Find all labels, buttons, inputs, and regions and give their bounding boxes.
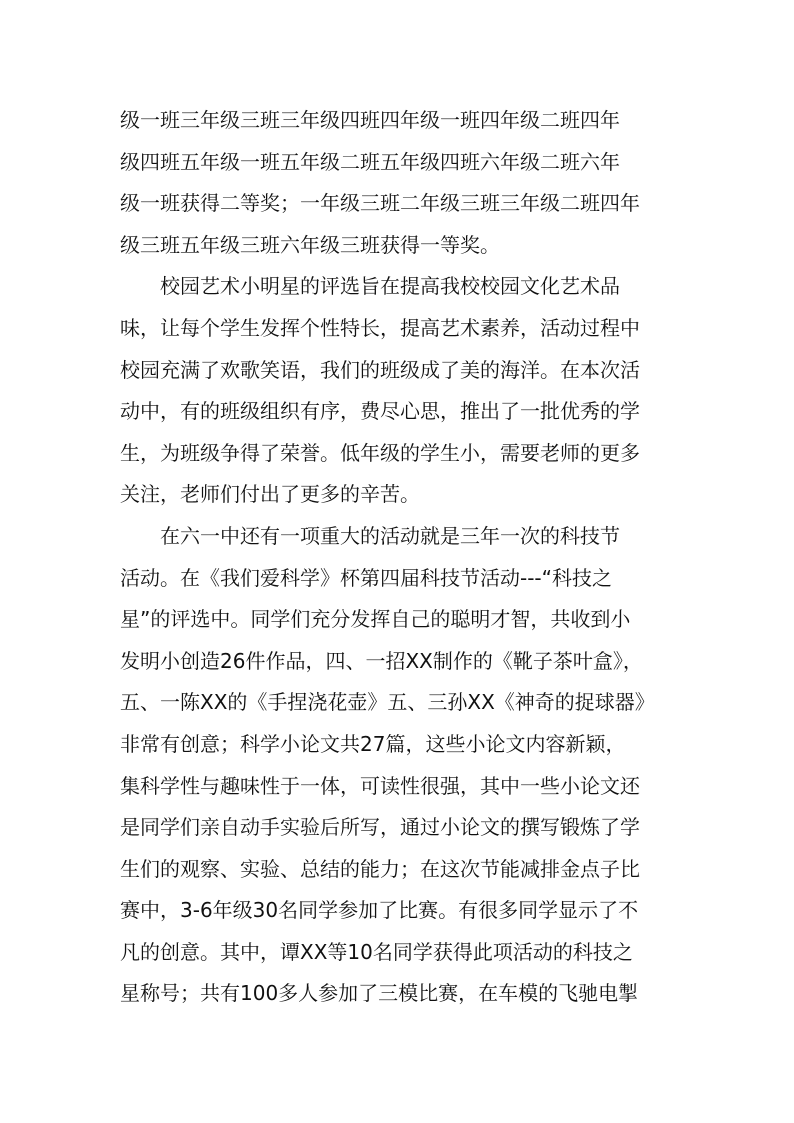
text-line: 级三班五年级三班六年级三班获得一等奖。 <box>120 232 500 257</box>
text-line: 级一班三年级三班三年级四班四年级一班四年级二班四年 <box>120 108 620 132</box>
text-line: 生，为班级争得了荣誉。低年级的学生小，需要老师的更多 <box>120 440 640 465</box>
text-line: 校园充满了欢歌笑语，我们的班级成了美的海洋。在本次活 <box>120 357 640 382</box>
text-line: 活动。在《我们爱科学》杯第四届科技节活动---“科技之 <box>120 565 613 590</box>
text-line: 动中，有的班级组织有序，费尽心思，推出了一批优秀的学 <box>120 399 640 424</box>
text-line: 集科学性与趣味性于一体，可读性很强，其中一些小论文还 <box>120 773 640 798</box>
text-line: 是同学们亲自动手实验后所写，通过小论文的撰写锻炼了学 <box>120 815 640 840</box>
text-line: 关注，老师们付出了更多的辛苦。 <box>120 482 420 507</box>
text-line: 在六一中还有一项重大的活动就是三年一次的科技节 <box>120 523 620 548</box>
body-text <box>120 100 680 1015</box>
text-line: 生们的观察、实验、总结的能力；在这次节能减排金点子比 <box>120 856 640 881</box>
text-line: 赛中，3-6年级30名同学参加了比赛。有很多同学显示了不 <box>120 898 639 923</box>
text-line: 级四班五年级一班五年级二班五年级四班六年级二班六年 <box>120 149 620 174</box>
text-line: 发明小创造26件作品，四、一招XX制作的《靴子茶叶盒》， <box>120 648 643 673</box>
text-line: 星”的评选中。同学们充分发挥自己的聪明才智，共收到小 <box>120 607 631 632</box>
text-line: 非常有创意；科学小论文共27篇，这些小论文内容新颖， <box>120 731 626 756</box>
text-line: 五、一陈XX的《手捏浇花壶》五、三孙XX《神奇的捉球器》 <box>120 690 655 715</box>
text-line: 凡的创意。其中，谭XX等10名同学获得此项活动的科技之 <box>120 939 633 964</box>
text-line: 星称号；共有100多人参加了三模比赛，在车模的飞驰电掣 <box>120 981 639 1006</box>
text-line: 校园艺术小明星的评选旨在提高我校校园文化艺术品 <box>120 274 620 299</box>
text-line: 味，让每个学生发挥个性特长，提高艺术素养，活动过程中 <box>120 315 640 340</box>
text-line: 级一班获得二等奖；一年级三班二年级三班三年级二班四年 <box>120 191 640 216</box>
